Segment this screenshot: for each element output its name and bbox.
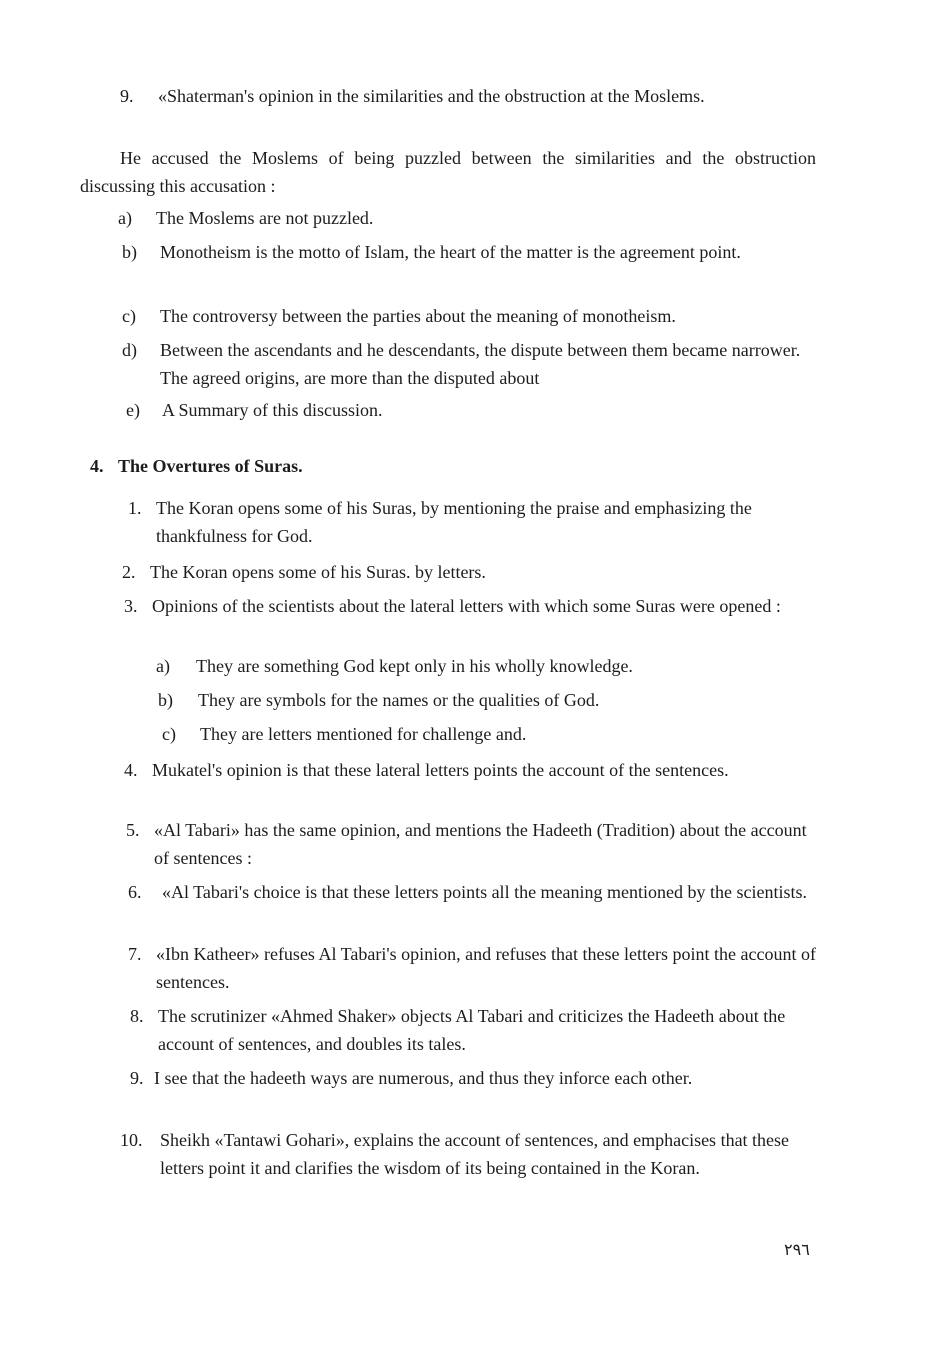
point-c-text: The controversy between the parties about the meaning of monotheism.: [160, 306, 676, 326]
sub-item-c-text: They are letters mentioned for challenge and.: [200, 724, 527, 744]
list-item-9-text: I see that the hadeeth ways are numerous, and thus they inforce each other.: [154, 1068, 693, 1088]
section-4-heading: [90, 452, 790, 480]
list-item-10-label: 10.: [120, 1130, 143, 1150]
section-9-text: «Shaterman's opinion in the similarities and the obstruction at the Moslems.: [158, 86, 705, 106]
list-item-3-text: Opinions of the scientists about the lateral letters with which some Suras were opened :: [152, 596, 781, 616]
list-item-6-label: 6.: [128, 882, 142, 902]
section-4-number: 4.: [90, 456, 104, 476]
intro-paragraph: He accused the Moslems of being puzzled between the similarities and the obstruction discussing this accusation :: [80, 148, 816, 196]
section-9: [0, 82, 943, 138]
list-item-8-text: The scrutinizer «Ahmed Shaker» objects Al Tabari and criticizes the Hadeeth about the account of sentences, and doubles its tales.: [158, 1006, 786, 1054]
list-item-4-text: Mukatel's opinion is that these lateral letters points the account of the sentences.: [152, 760, 729, 780]
list-item-1-label: 1.: [128, 498, 142, 518]
point-d-label: d): [122, 340, 137, 360]
section-9-number: 9.: [120, 86, 134, 106]
sub-item-a-text: They are something God kept only in his wholly knowledge.: [196, 656, 633, 676]
list-item-6-text: «Al Tabari's choice is that these letters points all the meaning mentioned by the scientists.: [162, 882, 808, 902]
point-b-text: Monotheism is the motto of Islam, the heart of the matter is the agreement point.: [160, 242, 741, 262]
list-item-1-text: The Koran opens some of his Suras, by mentioning the praise and emphasizing the thankfulness for God.: [156, 498, 752, 546]
point-e-text: A Summary of this discussion.: [162, 400, 383, 420]
point-a-text: The Moslems are not puzzled.: [156, 208, 374, 228]
list-item-5-text: «Al Tabari» has the same opinion, and mentions the Hadeeth (Tradition) about the account of sentences :: [154, 820, 807, 868]
section-4-title: The Overtures of Suras.: [118, 456, 303, 476]
list-item-4-label: 4.: [124, 760, 138, 780]
sub-item-b-text: They are symbols for the names or the qualities of God.: [198, 690, 600, 710]
list-item-8-label: 8.: [130, 1006, 144, 1026]
sub-item-c-label: c): [162, 724, 176, 744]
point-b-label: b): [122, 242, 137, 262]
list-item-7-text: «Ibn Katheer» refuses Al Tabari's opinion, and refuses that these letters point the account of sentences.: [156, 944, 816, 992]
list-item-3-label: 3.: [124, 596, 138, 616]
sub-item-a-label: a): [156, 656, 170, 676]
list-item-10-text: Sheikh «Tantawi Gohari», explains the account of sentences, and emphacises that these letters point it and clarifies the wisdom of its being contained in the Koran.: [160, 1130, 790, 1178]
point-a-label: a): [118, 208, 132, 228]
list-item-7-label: 7.: [128, 944, 142, 964]
list-item-9-label: 9.: [130, 1068, 144, 1088]
list-item-5-label: 5.: [126, 820, 140, 840]
point-d-text: Between the ascendants and he descendants, the dispute between them became narrower. The agreed origins, are more than the disputed about: [160, 340, 801, 388]
sub-item-b-label: b): [158, 690, 173, 710]
page-number: ٢٩٦: [784, 1240, 810, 1259]
list-item-2-label: 2.: [122, 562, 136, 582]
point-e-label: e): [126, 400, 140, 420]
point-c-label: c): [122, 306, 136, 326]
list-item-2-text: The Koran opens some of his Suras. by letters.: [150, 562, 486, 582]
